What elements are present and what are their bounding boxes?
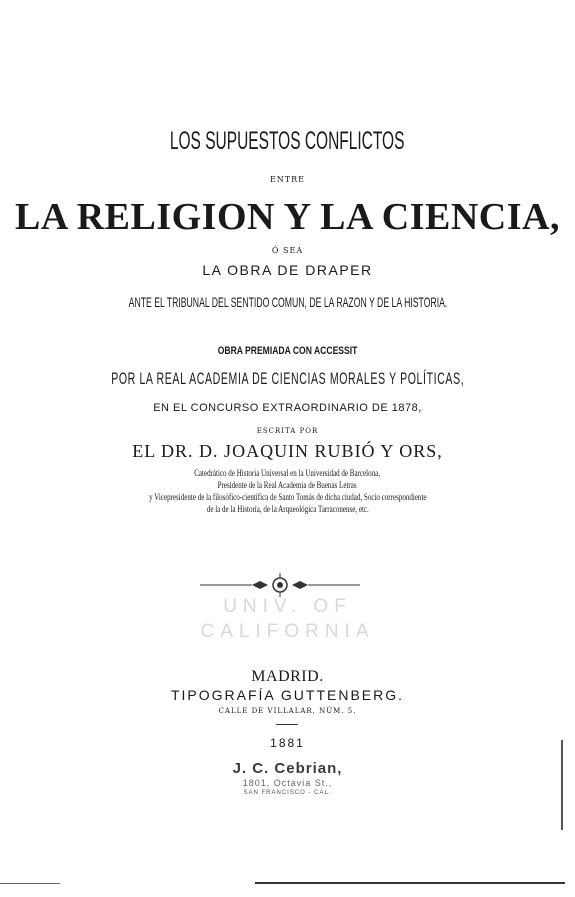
library-stamp-line-2: CALIFORNIA [200,621,375,642]
heading-conflicts [0,127,575,156]
credentials-line-4 [0,504,575,514]
credentials-line-2-text: Presidente de la Real Academia de Buenas Letras [218,480,357,490]
credentials-line-3 [0,492,575,502]
award-text: OBRA PREMIADA CON ACCESSIT [217,345,358,357]
page-edge-mark [561,740,563,830]
heading-conflicts-text: LOS SUPUESTOS CONFLICTOS [170,127,405,155]
owner-stamp-name: J. C. Cebrian, [232,760,343,777]
imprint-rule [276,724,298,725]
connector-o-sea: Ó SEA [271,246,304,255]
owner-stamp-street: 1801, Octavia St., [242,778,333,788]
subtitle-draper: LA OBRA DE DRAPER [202,262,373,278]
owner-stamp-city: SAN FRANCISCO - CAL. [243,790,332,796]
author-name: EL DR. D. JOAQUIN RUBIÓ Y ORS, [132,441,443,461]
subtitle-tribunal [0,294,575,310]
imprint-city: MADRID. [251,668,324,685]
subtitle-tribunal-text: ANTE EL TRIBUNAL DEL SENTIDO COMUN, DE LA RAZON Y DE LA HISTORIA. [128,294,447,310]
written-by: ESCRITA POR [256,427,319,435]
credentials-line-1-text: Catedrático de Historia Universal en la Universidad de Barcelona, [194,468,381,478]
imprint-printer: TIPOGRAFÍA GUTTENBERG. [170,687,405,703]
credentials-line-3-text: y Vicepresidente de la filosófico-científica de Santo Tomás de dicha ciudad, Socio correspondiente [148,492,427,502]
credentials-line-1 [0,468,575,478]
connector-entre: ENTRE [269,175,306,184]
bottom-edge-line-right [255,882,565,884]
academy-text: POR LA REAL ACADEMIA DE CIENCIAS MORALES Y POLÍTICAS, [110,369,465,388]
contest-line: EN EL CONCURSO EXTRAORDINARIO DE 1878, [153,402,422,414]
credentials-line-4-text: de la de la Historia, de la Arqueológica Tarraconense, etc. [206,504,369,514]
credentials-line-2 [0,480,575,490]
academy-line [0,369,575,389]
bottom-edge-line-left [0,883,60,884]
main-title: LA RELIGION Y LA CIENCIA, [15,196,560,238]
imprint-address: CALLE DE VILLALAR, NÚM. 5. [218,707,357,715]
library-stamp-line-1: UNIV. OF [223,596,352,617]
imprint-year: 1881 [270,736,305,750]
award-line [0,345,575,357]
ornament-divider [200,573,360,597]
